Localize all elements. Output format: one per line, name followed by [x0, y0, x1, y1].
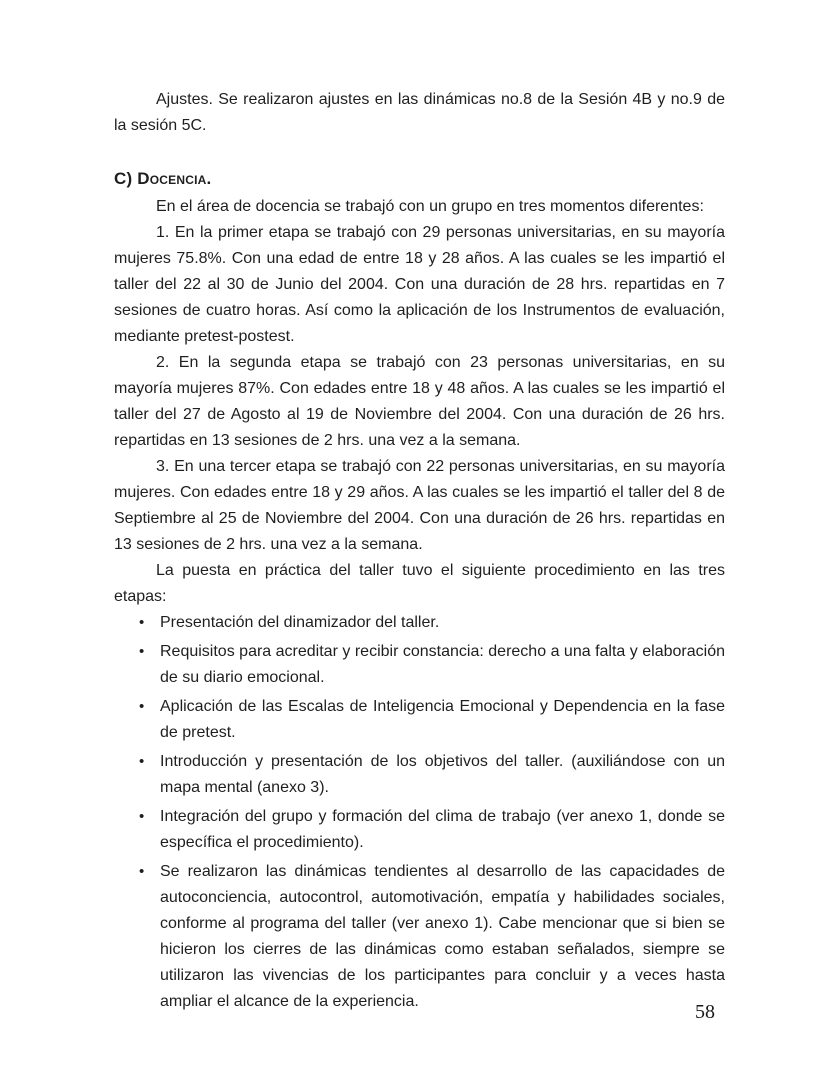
bullet-item-text: Introducción y presentación de los objetivos del taller. (auxiliándose con un mapa mental (anexo 3).: [160, 753, 725, 796]
paragraph-ajustes: Ajustes. Se realizaron ajustes en las dinámicas no.8 de la Sesión 4B y no.9 de la sesión 5C.: [114, 91, 725, 134]
bullet-item-text: Requisitos para acreditar y recibir constancia: derecho a una falta y elaboración de su diario emocional.: [160, 643, 725, 686]
paragraph-etapa-3: 3. En una tercer etapa se trabajó con 22 personas universitarias, en su mayoría mujeres. Con edades entre 18 y 29 años. A las cuales se les impartió el taller del 8 de Septiembre al 25 de Noviembre del 2004. Con una duración de 26 hrs. repartidas en 13 sesiones de 2 hrs. una vez a la semana.: [114, 458, 725, 553]
bullet-item-text: Integración del grupo y formación del clima de trabajo (ver anexo 1, donde se específica el procedimiento).: [160, 808, 725, 851]
bullet-icon: •: [139, 808, 145, 825]
bullet-icon: •: [139, 863, 145, 880]
paragraph-intro: En el área de docencia se trabajó con un grupo en tres momentos diferentes:: [156, 198, 704, 215]
bullet-icon: •: [139, 614, 145, 631]
bullet-item-text: Presentación del dinamizador del taller.: [160, 614, 440, 631]
bullet-item-text: Se realizaron las dinámicas tendientes al desarrollo de las capacidades de autoconciencia, autocontrol, automotivación, empatía y habilidades sociales, conforme al programa del taller (ver anexo 1). Cabe mencionar que si bien se hicieron los cierres de las dinámicas como estaban señalados, siempre se utilizaron las vivencias de los participantes para concluir y a veces hasta ampliar el alcance de la experiencia.: [160, 863, 725, 1010]
bullet-item: [114, 804, 725, 856]
bullet-icon: •: [139, 643, 145, 660]
bullet-icon: •: [139, 753, 145, 770]
bullet-item: [114, 694, 725, 746]
bullet-icon: •: [139, 698, 145, 715]
paragraph-etapa-1: 1. En la primer etapa se trabajó con 29 personas universitarias, en su mayoría mujeres 75.8%. Con una edad de entre 18 y 28 años. A las cuales se les impartió el taller del 22 al 30 de Junio del 2004. Con una duración de 28 hrs. repartidas en 7 sesiones de cuatro horas. Así como la aplicación de los Instrumentos de evaluación, mediante pretest-postest.: [114, 224, 725, 345]
paragraph-procedimiento: La puesta en práctica del taller tuvo el siguiente procedimiento en las tres etapas:: [114, 562, 725, 605]
page-number: 58: [695, 1001, 715, 1023]
section-heading-docencia: C) Docencia.: [114, 169, 212, 188]
bullet-item: [114, 859, 725, 1015]
bullet-item: [114, 639, 725, 691]
procedure-bullet-list: [114, 610, 725, 1015]
bullet-item: [114, 610, 725, 636]
paragraph-etapa-2: 2. En la segunda etapa se trabajó con 23 personas universitarias, en su mayoría mujeres 87%. Con edades entre 18 y 48 años. A las cuales se les impartió el taller del 27 de Agosto al 19 de Noviembre del 2004. Con una duración de 26 hrs. repartidas en 13 sesiones de 2 hrs. una vez a la semana.: [114, 354, 725, 449]
page-content: [114, 87, 725, 1018]
bullet-item-text: Aplicación de las Escalas de Inteligencia Emocional y Dependencia en la fase de pretest.: [160, 698, 725, 741]
bullet-item: [114, 749, 725, 801]
